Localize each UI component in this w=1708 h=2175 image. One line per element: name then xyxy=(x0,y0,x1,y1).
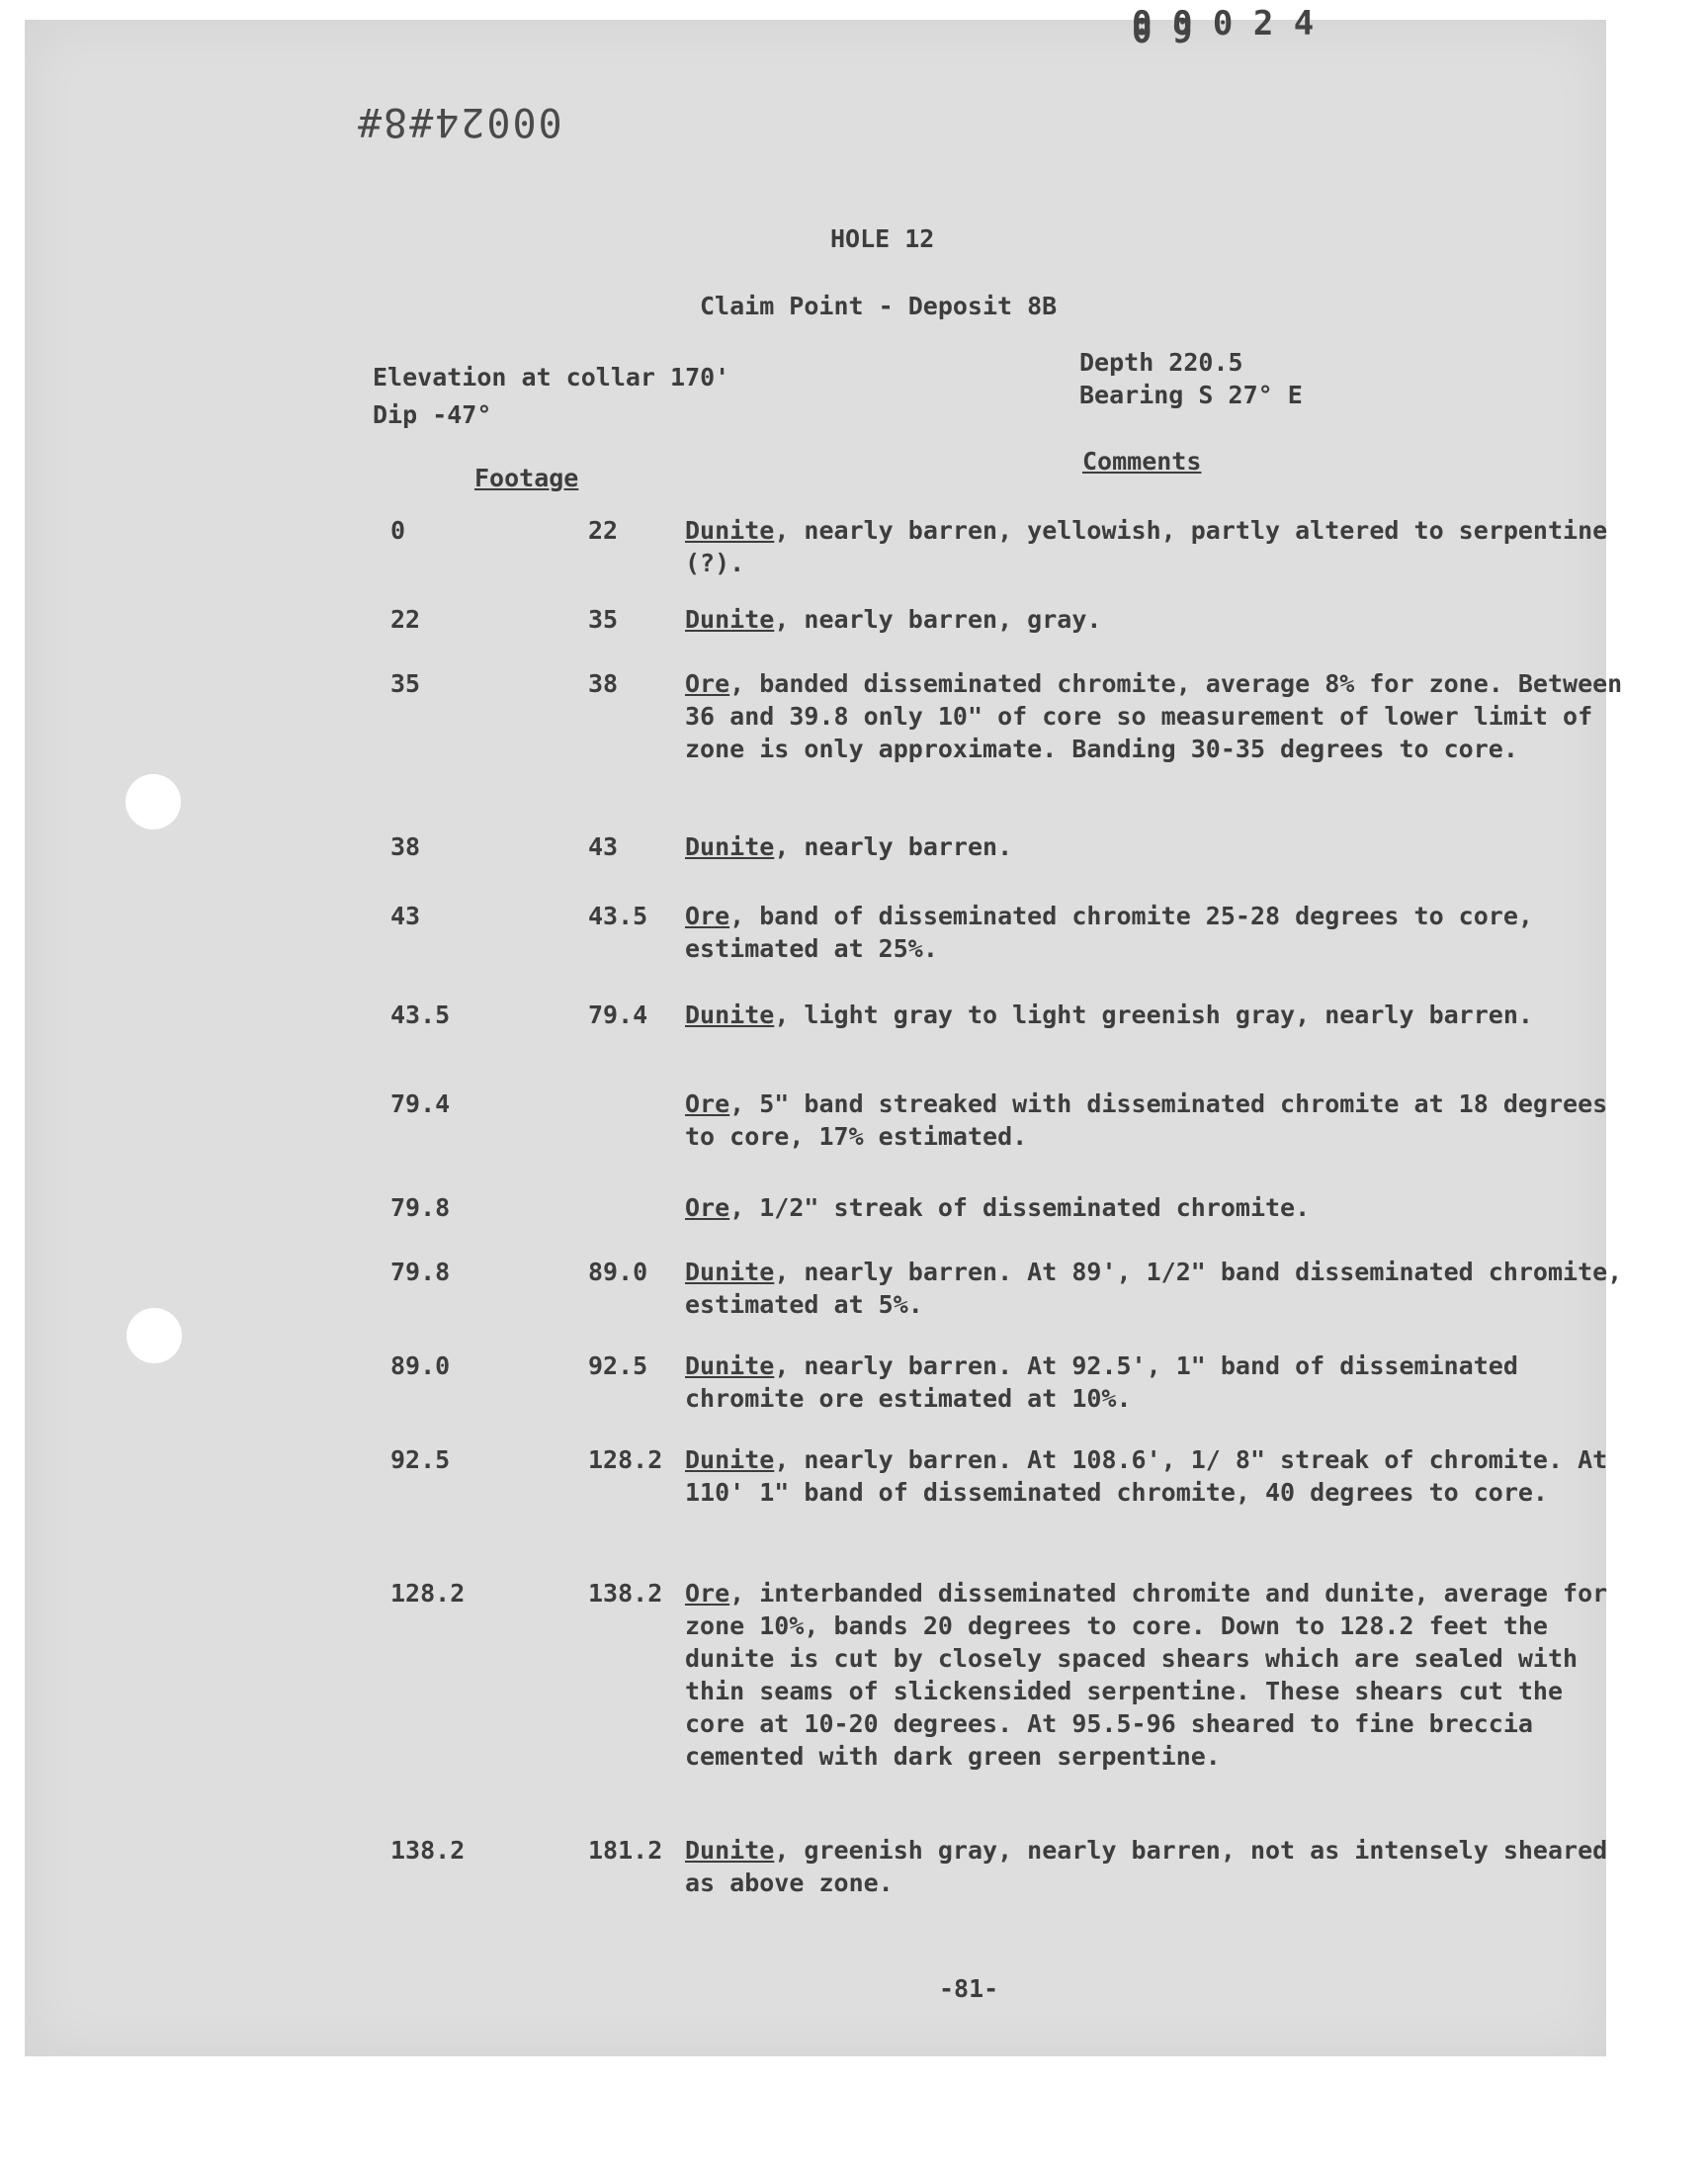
comment-text xyxy=(685,1088,1634,1153)
rock-type: Dunite xyxy=(685,516,775,545)
comment-text xyxy=(685,1443,1634,1509)
footage-from: 43.5 xyxy=(390,1000,451,1029)
comment-detail: , 5" band streaked with disseminated chromite at 18 degrees to core, 17% estimated. xyxy=(685,1089,1608,1151)
rock-type: Dunite xyxy=(685,1836,775,1865)
rock-type: Dunite xyxy=(685,832,775,861)
footage-from: 92.5 xyxy=(390,1445,451,1474)
footage-from: 22 xyxy=(390,605,421,634)
footage-to: 43 xyxy=(588,832,619,861)
footage-from: 128.2 xyxy=(390,1579,466,1608)
rock-type: Ore xyxy=(685,902,730,930)
footage-to: 38 xyxy=(588,669,619,698)
footage-from: 79.4 xyxy=(390,1089,451,1118)
comment-detail: , banded disseminated chromite, average 8% for zone. Between 36 and 39.8 only 10" of core so measurement of lower limit of zone is only approximate. Banding 30-35 degrees to core. xyxy=(685,669,1623,763)
comment-detail: , nearly barren. At 89', 1/2" band disseminated chromite, estimated at 5%. xyxy=(685,1258,1623,1319)
rock-type: Ore xyxy=(685,1089,730,1118)
bearing-text: Bearing S 27° E xyxy=(1079,381,1303,409)
top-edge-mark: 0 0 0 2 4 0 9 xyxy=(1132,4,1315,51)
punch-hole xyxy=(127,1308,182,1363)
comment-detail: , nearly barren. At 92.5', 1" band of disseminated chromite ore estimated at 10%. xyxy=(685,1351,1518,1413)
punch-hole xyxy=(126,774,181,829)
footage-to: 128.2 xyxy=(588,1445,663,1474)
comment-detail: , 1/2" streak of disseminated chromite. xyxy=(729,1193,1311,1222)
comment-detail: , light gray to light greenish gray, nearly barren. xyxy=(774,1000,1533,1029)
footage-header: Footage xyxy=(474,464,579,492)
depth-text: Depth 220.5 xyxy=(1079,348,1243,377)
rock-type: Dunite xyxy=(685,1000,775,1029)
footage-from: 138.2 xyxy=(390,1836,466,1865)
rock-type: Dunite xyxy=(685,1351,775,1380)
document-title: HOLE 12 xyxy=(830,224,935,253)
footage-to: 181.2 xyxy=(588,1836,663,1865)
footage-to: 22 xyxy=(588,516,619,545)
page-number: -81- xyxy=(939,1974,999,2003)
comment-text xyxy=(685,1577,1634,1773)
footage-from: 79.8 xyxy=(390,1193,451,1222)
footage-to: 89.0 xyxy=(588,1258,648,1286)
comment-text xyxy=(685,1256,1634,1321)
comment-detail: , nearly barren, yellowish, partly altered to serpentine (?). xyxy=(685,516,1608,577)
comment-text xyxy=(685,514,1634,579)
footage-from: 0 xyxy=(390,516,406,545)
footage-from: 35 xyxy=(390,669,421,698)
footage-to: 35 xyxy=(588,605,619,634)
footage-to: 43.5 xyxy=(588,902,648,930)
rock-type: Dunite xyxy=(685,1258,775,1286)
comment-text xyxy=(685,1834,1634,1899)
rock-type: Dunite xyxy=(685,1445,775,1474)
comment-detail: , nearly barren. xyxy=(774,832,1013,861)
rock-type: Ore xyxy=(685,669,730,698)
footage-to: 79.4 xyxy=(588,1000,648,1029)
rock-type: Ore xyxy=(685,1193,730,1222)
comment-detail: , interbanded disseminated chromite and dunite, average for zone 10%, bands 20 degrees to core. Down to 128.2 feet the dunite is cut by closely spaced shears which are sealed with thin seams of slickensided serpentine. These shears cut the core at 10-20 degrees. At 95.5-96 sheared to fine breccia cemented with dark green serpentine. xyxy=(685,1579,1608,1771)
footage-to: 138.2 xyxy=(588,1579,663,1608)
elevation-text: Elevation at collar 170' xyxy=(373,363,730,392)
footage-from: 43 xyxy=(390,902,421,930)
comment-text xyxy=(685,1349,1634,1415)
comment-text xyxy=(685,999,1634,1031)
document-stamp-number: 00024#8# xyxy=(356,99,562,144)
comment-detail: , greenish gray, nearly barren, not as intensely sheared as above zone. xyxy=(685,1836,1608,1897)
comment-text xyxy=(685,667,1634,765)
comment-text xyxy=(685,1191,1634,1224)
comment-detail: , nearly barren, gray. xyxy=(774,605,1102,634)
document-subtitle: Claim Point - Deposit 8B xyxy=(700,292,1058,320)
dip-text: Dip -47° xyxy=(373,400,492,429)
comments-header: Comments xyxy=(1082,447,1202,476)
comment-detail: , band of disseminated chromite 25-28 degrees to core, estimated at 25%. xyxy=(685,902,1533,963)
document-page xyxy=(25,4,1623,2056)
comment-text xyxy=(685,603,1634,636)
footage-from: 89.0 xyxy=(390,1351,451,1380)
rock-type: Dunite xyxy=(685,605,775,634)
comment-text xyxy=(685,830,1634,863)
rock-type: Ore xyxy=(685,1579,730,1608)
footage-to: 92.5 xyxy=(588,1351,648,1380)
comment-detail: , nearly barren. At 108.6', 1/ 8" streak of chromite. At 110' 1" band of disseminated chromite, 40 degrees to core. xyxy=(685,1445,1608,1507)
comment-text xyxy=(685,900,1634,965)
footage-from: 79.8 xyxy=(390,1258,451,1286)
footage-from: 38 xyxy=(390,832,421,861)
